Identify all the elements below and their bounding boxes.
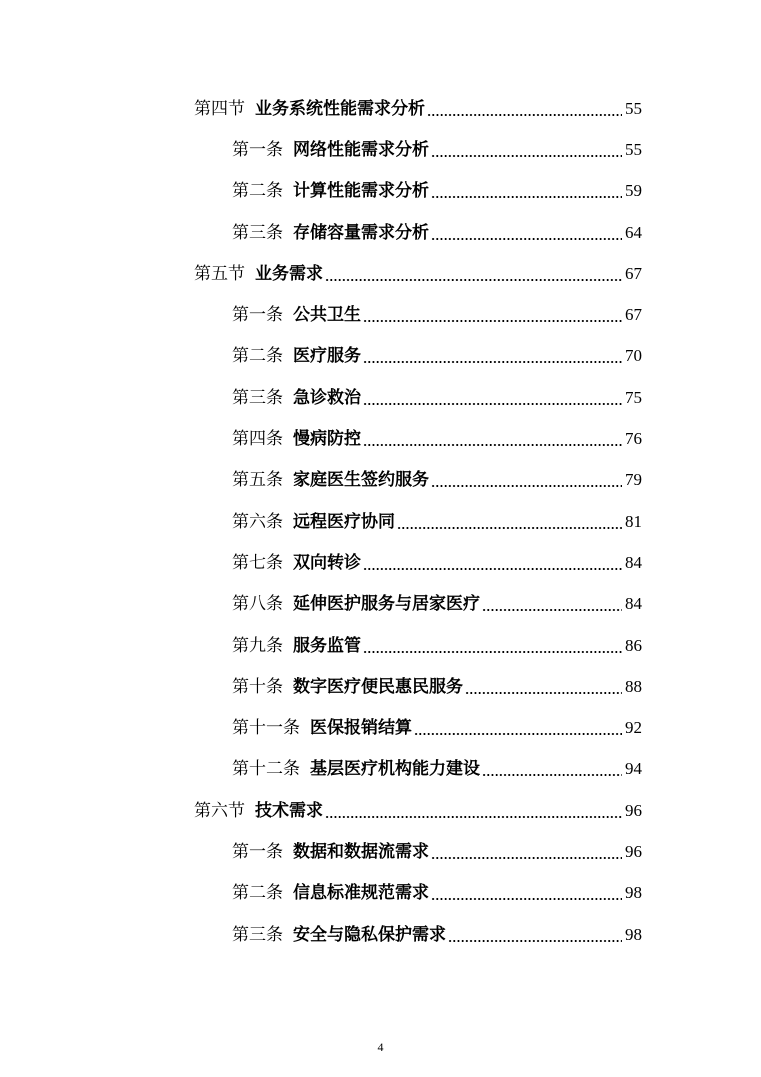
toc-leader-dots	[431, 898, 622, 900]
toc-entry-label: 第五条	[232, 470, 283, 491]
toc-entry[interactable]	[0, 707, 642, 748]
toc-entry-label: 第十二条	[232, 759, 300, 780]
toc-leader-dots	[482, 774, 622, 776]
toc-entry-title: 远程医疗协同	[293, 511, 395, 532]
toc-entry-label: 第四节	[194, 98, 245, 119]
toc-entry-title: 业务需求	[255, 263, 323, 284]
toc-entry-label: 第五节	[194, 263, 245, 284]
toc-entry-title: 医疗服务	[293, 346, 361, 367]
toc-entry-label: 第一条	[232, 139, 283, 160]
toc-entry[interactable]	[0, 171, 642, 212]
toc-entry-label: 第七条	[232, 552, 283, 573]
toc-entry-title: 安全与隐私保护需求	[293, 924, 446, 945]
toc-leader-dots	[363, 568, 622, 570]
toc-entry[interactable]	[0, 542, 642, 583]
toc-entry-label: 第三条	[232, 924, 283, 945]
toc-entry-label: 第一条	[232, 305, 283, 326]
toc-entry[interactable]	[0, 460, 642, 501]
toc-entry-title: 数字医疗便民惠民服务	[293, 676, 463, 697]
toc-leader-dots	[363, 651, 622, 653]
toc-entry-title: 双向转诊	[293, 552, 361, 573]
toc-entry[interactable]	[0, 666, 642, 707]
toc-leader-dots	[363, 444, 622, 446]
toc-entry[interactable]	[0, 584, 642, 625]
toc-entry-page: 84	[625, 594, 642, 614]
toc-entry-page: 98	[625, 883, 642, 903]
toc-entry-title: 医保报销结算	[310, 718, 412, 739]
toc-entry-title: 技术需求	[255, 800, 323, 821]
toc-leader-dots	[363, 361, 622, 363]
toc-entry-page: 88	[625, 676, 642, 696]
toc-entry-label: 第一条	[232, 841, 283, 862]
toc-entry-page: 67	[625, 263, 642, 283]
toc-entry-page: 70	[625, 346, 642, 366]
toc-leader-dots	[431, 155, 622, 157]
toc-entry-page: 96	[625, 841, 642, 861]
toc-entry[interactable]	[0, 418, 642, 459]
toc-leader-dots	[397, 527, 622, 529]
toc-entry-page: 86	[625, 635, 642, 655]
toc-entry-title: 网络性能需求分析	[293, 139, 429, 160]
toc-entry-page: 55	[625, 98, 642, 118]
toc-leader-dots	[431, 485, 622, 487]
toc-leader-dots	[431, 196, 622, 198]
toc-entry-label: 第二条	[232, 346, 283, 367]
toc-entry[interactable]	[0, 501, 642, 542]
toc-entry-title: 信息标准规范需求	[293, 883, 429, 904]
toc-entry-label: 第八条	[232, 594, 283, 615]
toc-entry-page: 81	[625, 511, 642, 531]
toc-entry-page: 64	[625, 222, 642, 242]
toc-entry[interactable]	[0, 336, 642, 377]
toc-entry-title: 业务系统性能需求分析	[255, 98, 425, 119]
toc-leader-dots	[363, 320, 622, 322]
toc-entry-title: 延伸医护服务与居家医疗	[293, 594, 480, 615]
toc-entry-page: 96	[625, 800, 642, 820]
toc-entry-label: 第六节	[194, 800, 245, 821]
toc-leader-dots	[482, 609, 622, 611]
toc-entry-page: 84	[625, 552, 642, 572]
toc-entry[interactable]	[0, 790, 642, 831]
toc-entry-label: 第四条	[232, 429, 283, 450]
toc-leader-dots	[427, 114, 622, 116]
toc-entry-label: 第二条	[232, 181, 283, 202]
toc-entry-title: 服务监管	[293, 635, 361, 656]
toc-entry[interactable]	[0, 129, 642, 170]
toc-leader-dots	[465, 692, 622, 694]
toc-entry[interactable]	[0, 212, 642, 253]
toc-entry-page: 76	[625, 429, 642, 449]
toc-entry-title: 慢病防控	[293, 429, 361, 450]
toc-entry-title: 公共卫生	[293, 305, 361, 326]
toc-entry-title: 数据和数据流需求	[293, 841, 429, 862]
toc-entry-title: 基层医疗机构能力建设	[310, 759, 480, 780]
page-number: 4	[377, 1040, 384, 1054]
toc-leader-dots	[363, 403, 622, 405]
toc-entry[interactable]	[0, 831, 642, 872]
toc-leader-dots	[431, 238, 622, 240]
toc-entry-label: 第九条	[232, 635, 283, 656]
toc-entry-label: 第十条	[232, 676, 283, 697]
toc-entry-page: 98	[625, 924, 642, 944]
toc-entry-page: 94	[625, 759, 642, 779]
toc-entry-label: 第三条	[232, 387, 283, 408]
toc-leader-dots	[325, 816, 622, 818]
toc-entry-title: 存储容量需求分析	[293, 222, 429, 243]
toc-entry-page: 67	[625, 305, 642, 325]
toc-entry[interactable]	[0, 253, 642, 294]
table-of-contents	[0, 88, 761, 955]
toc-entry[interactable]	[0, 625, 642, 666]
toc-leader-dots	[431, 857, 622, 859]
toc-leader-dots	[325, 279, 622, 281]
toc-entry-label: 第三条	[232, 222, 283, 243]
toc-entry-title: 计算性能需求分析	[293, 181, 429, 202]
toc-leader-dots	[448, 940, 622, 942]
toc-entry-page: 75	[625, 387, 642, 407]
toc-entry[interactable]	[0, 914, 642, 955]
toc-entry[interactable]	[0, 749, 642, 790]
toc-entry[interactable]	[0, 377, 642, 418]
toc-entry-page: 79	[625, 470, 642, 490]
toc-entry-title: 家庭医生签约服务	[293, 470, 429, 491]
toc-entry-page: 92	[625, 718, 642, 738]
toc-entry-label: 第二条	[232, 883, 283, 904]
toc-leader-dots	[414, 733, 622, 735]
toc-entry-label: 第十一条	[232, 718, 300, 739]
toc-entry[interactable]	[0, 294, 642, 335]
toc-entry-label: 第六条	[232, 511, 283, 532]
toc-entry[interactable]	[0, 873, 642, 914]
toc-entry-page: 55	[625, 139, 642, 159]
toc-entry[interactable]	[0, 88, 642, 129]
toc-entry-page: 59	[625, 181, 642, 201]
toc-entry-title: 急诊救治	[293, 387, 361, 408]
